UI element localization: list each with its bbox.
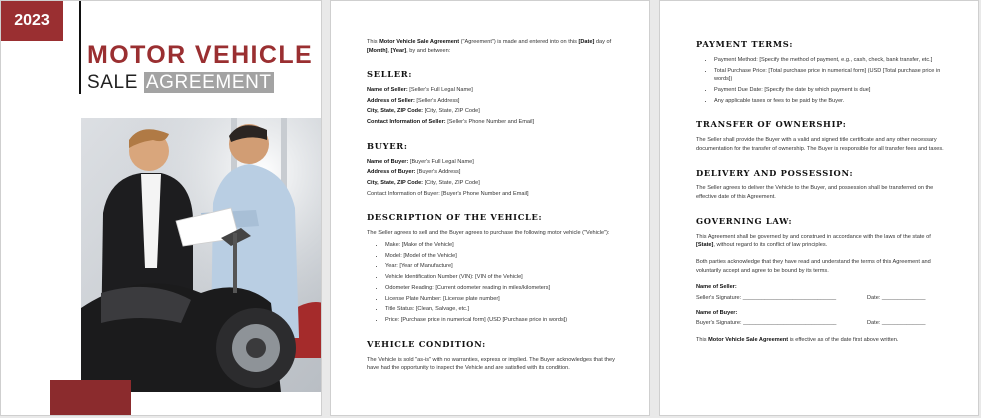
cover-title: MOTOR VEHICLE xyxy=(87,41,314,69)
seller-name: Name of Seller: [Seller's Full Legal Name] xyxy=(367,87,473,94)
law-text: This Agreement shall be governed by and construed in accordance with the laws of the state of [State], without regard to its conflict of law principles. xyxy=(696,233,931,249)
seller-date-line[interactable]: Date: ______________ xyxy=(867,294,926,301)
list-item: • License Plate Number: [License plate number] xyxy=(385,295,617,304)
intro-paragraph: This Motor Vehicle Sale Agreement ("Agreement") is made and entered into on this [Date] day of [Month], [Year], by and between: xyxy=(367,39,612,54)
seller-heading: SELLER: xyxy=(367,69,413,80)
delivery-heading: DELIVERY AND POSSESSION: xyxy=(696,167,854,178)
seller-signature-line[interactable]: Seller's Signature: ______________________________ xyxy=(696,294,837,301)
seller-contact: Contact Information of Seller: [Seller's Phone Number and Email] xyxy=(367,119,535,126)
closing-text: This Motor Vehicle Sale Agreement is effective as of the date first above written. xyxy=(696,336,899,343)
seller-name-label: Name of Seller: xyxy=(696,284,737,291)
list-item: • Odometer Reading: [Current odometer reading in miles/kilometers] xyxy=(385,284,617,293)
buyer-contact: Contact Information of Buyer: [Buyer's Phone Number and Email] xyxy=(367,190,529,197)
vehicle-heading: DESCRIPTION OF THE VEHICLE: xyxy=(367,212,543,223)
condition-heading: VEHICLE CONDITION: xyxy=(367,338,486,349)
law-heading: GOVERNING LAW: xyxy=(696,215,793,226)
list-item: • Vehicle Identification Number (VIN): [VIN of the Vehicle] xyxy=(385,273,617,282)
page-3 xyxy=(659,0,979,416)
list-item: • Total Purchase Price: [Total purchase price in numerical form] (USD [Total purchase price in words]) xyxy=(714,67,946,84)
seller-address: Address of Seller: [Seller's Address] xyxy=(367,97,460,104)
transfer-text: The Seller shall provide the Buyer with a valid and signed title certificate and any other necessary documentation for the transfer of ownership. The Buyer is responsible for all transfer fees and taxes. xyxy=(696,137,944,152)
list-item: • Any applicable taxes or fees to be paid by the Buyer. xyxy=(714,97,946,106)
list-item: • Year: [Year of Manufacture] xyxy=(385,262,617,271)
subtitle-highlight: AGREEMENT xyxy=(145,72,272,93)
buyer-signature-line[interactable]: Buyer's Signature: ______________________________ xyxy=(696,320,837,327)
title-divider xyxy=(79,1,81,94)
condition-text: The Vehicle is sold "as-is" with no warranties, express or implied. The Buyer acknowledges that they have had the opportunity to inspect the Vehicle and are satisfied with its condition. xyxy=(367,356,615,372)
delivery-text: The Seller agrees to deliver the Vehicle to the Buyer, and possession shall be transferred on the effective date of this Agreement. xyxy=(696,185,934,201)
page-2 xyxy=(330,0,650,416)
year-badge: 2023 xyxy=(1,1,63,41)
accent-block xyxy=(50,380,131,416)
buyer-date-line[interactable]: Date: ______________ xyxy=(867,320,926,327)
cover-page xyxy=(0,0,322,416)
buyer-heading: BUYER: xyxy=(367,140,408,151)
list-item: • Title Status: [Clean, Salvage, etc.] xyxy=(385,305,617,314)
buyer-city: City, State, ZIP Code: [City, State, ZIP Code] xyxy=(367,179,480,186)
seller-city: City, State, ZIP Code: [City, State, ZIP Code] xyxy=(367,108,480,115)
vehicle-intro: The Seller agrees to sell and the Buyer agrees to purchase the following motor vehicle ("Vehicle"): xyxy=(367,230,610,237)
list-item: • Payment Due Date: [Specify the date by which payment is due] xyxy=(714,86,946,95)
payment-heading: PAYMENT TERMS: xyxy=(696,39,794,49)
buyer-signature-row xyxy=(696,319,946,328)
buyer-name: Name of Buyer: [Buyer's Full Legal Name] xyxy=(367,158,474,165)
list-item: • Model: [Model of the Vehicle] xyxy=(385,252,617,261)
acknowledgement-text: Both parties acknowledge that they have read and understand the terms of this Agreement and voluntarily accept and agree to be bound by its terms. xyxy=(696,258,931,274)
transfer-heading: TRANSFER OF OWNERSHIP: xyxy=(696,119,847,130)
cover-photo xyxy=(81,118,322,392)
list-item: • Price: [Purchase price in numerical form] (USD [Purchase price in words]) xyxy=(385,316,617,325)
payment-list xyxy=(696,56,946,106)
buyer-name-label: Name of Buyer: xyxy=(696,309,738,316)
seller-signature-row xyxy=(696,294,946,303)
vehicle-list xyxy=(367,241,617,325)
list-item: • Make: [Make of the Vehicle] xyxy=(385,241,617,250)
buyer-address: Address of Buyer: [Buyer's Address] xyxy=(367,169,461,176)
list-item: • Payment Method: [Specify the method of payment, e.g., cash, check, bank transfer, etc.] xyxy=(714,56,946,65)
cover-subtitle: SALE AGREEMENT xyxy=(87,72,272,93)
